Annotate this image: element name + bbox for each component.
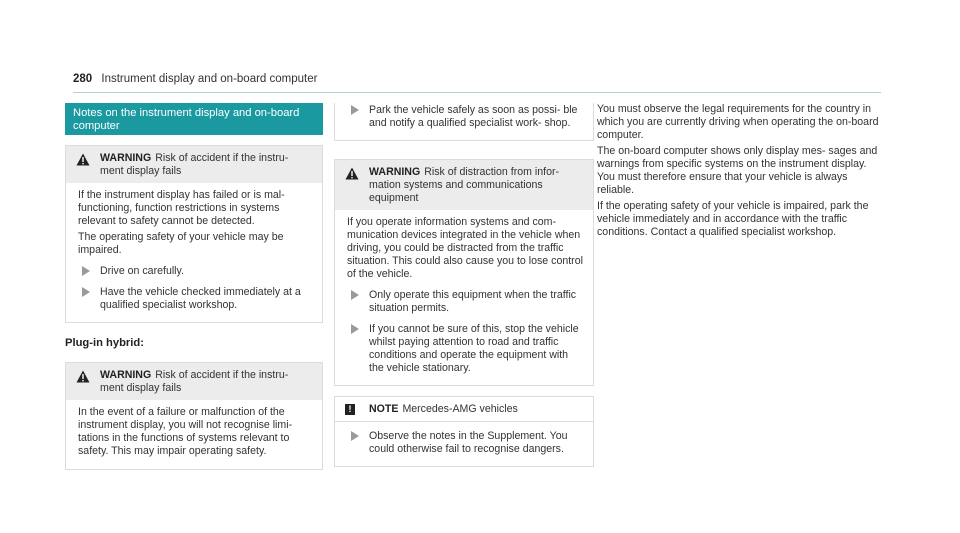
- warning-box-body: [335, 210, 593, 385]
- warning-box-hybrid: [65, 362, 323, 470]
- step-text: Only operate this equipment when the traffic situation permits.: [369, 289, 577, 314]
- step-arrow-icon: [351, 431, 359, 441]
- column-1: [65, 103, 323, 470]
- warning-text: Risk of accident if the instru- ment display fails: [100, 369, 289, 394]
- warning-label: WARNING: [100, 152, 152, 164]
- warning-label: WARNING: [369, 166, 421, 178]
- warning-box-distraction: [334, 159, 594, 386]
- step-text: Park the vehicle safely as soon as possi- ble and notify a qualified specialist work- shop.: [369, 104, 578, 129]
- instruction-step: [347, 104, 585, 130]
- instruction-step: [78, 286, 314, 312]
- note-box-header: [335, 397, 593, 422]
- warning-box-header: [66, 363, 322, 400]
- instruction-step: [347, 289, 585, 315]
- warning-triangle-icon: [76, 370, 90, 383]
- body-paragraph: The on-board computer shows only display mes- sages and warnings from specific systems on the instrument display. You must therefore ensure that your vehicle is always reliable.: [597, 145, 878, 196]
- step-arrow-icon: [82, 287, 90, 297]
- warning-triangle-icon: [345, 167, 359, 180]
- note-box-body: [335, 422, 593, 466]
- step-arrow-icon: [351, 105, 359, 115]
- step-arrow-icon: [351, 324, 359, 334]
- warning-text: Risk of distraction from infor- mation systems and communications equipment: [369, 166, 560, 204]
- continued-box-body: [335, 103, 593, 140]
- continued-box: [334, 103, 594, 141]
- note-exclamation-icon: !: [345, 404, 355, 415]
- column-2: [334, 103, 594, 467]
- step-text: If you cannot be sure of this, stop the vehicle whilst paying attention to road and traffic conditions and operate the equipment with the vehicle stationary.: [369, 323, 579, 374]
- warning-paragraph: The operating safety of your vehicle may be impaired.: [78, 231, 284, 256]
- step-text: Have the vehicle checked immediately at a qualified specialist workshop.: [100, 286, 301, 311]
- subheading-plug-in-hybrid: Plug-in hybrid:: [65, 337, 144, 349]
- note-label: NOTE: [369, 403, 399, 415]
- note-box-amg: [334, 396, 594, 467]
- instruction-step: [347, 430, 585, 456]
- warning-box-header: [66, 146, 322, 183]
- page-header-title: Instrument display and on-board computer: [101, 73, 318, 85]
- warning-box-body: [66, 400, 322, 469]
- column-3: [597, 103, 879, 242]
- body-paragraph: You must observe the legal requirements for the country in which you are currently driving when operating the on-board computer.: [597, 103, 879, 141]
- note-text: Mercedes-AMG vehicles: [402, 403, 518, 415]
- warning-box-display-failure: [65, 145, 323, 323]
- step-arrow-icon: [351, 290, 359, 300]
- step-text: Drive on carefully.: [100, 265, 184, 277]
- warning-paragraph: If you operate information systems and com- munication devices integrated in the vehicle when driving, you could be distracted from the traffic situation. This could also cause you to lose control of the vehicle.: [347, 216, 583, 280]
- warning-box-body: [66, 183, 322, 322]
- body-paragraph: If the operating safety of your vehicle is impaired, park the vehicle immediately and in accordance with the traffic conditions. Contact a qualified specialist workshop.: [597, 200, 869, 238]
- warning-paragraph: If the instrument display has failed or is mal- functioning, function restrictions in systems relevant to safety cannot be detected.: [78, 189, 285, 227]
- step-text: Observe the notes in the Supplement. You could otherwise fail to recognise dangers.: [369, 430, 568, 455]
- page-number: 280: [73, 73, 93, 85]
- warning-box-header: [335, 160, 593, 210]
- warning-label: WARNING: [100, 369, 152, 381]
- instruction-step: [347, 323, 585, 375]
- instruction-step: [78, 265, 314, 278]
- step-arrow-icon: [82, 266, 90, 276]
- section-heading: Notes on the instrument display and on-board computer: [65, 103, 323, 135]
- warning-paragraph: In the event of a failure or malfunction of the instrument display, you will not recognise limi- tations in the functions of systems relevant to safety. This may impair operating safety.: [78, 406, 293, 457]
- warning-text: Risk of accident if the instru- ment display fails: [100, 152, 289, 177]
- warning-triangle-icon: [76, 153, 90, 166]
- page-header: [73, 73, 881, 93]
